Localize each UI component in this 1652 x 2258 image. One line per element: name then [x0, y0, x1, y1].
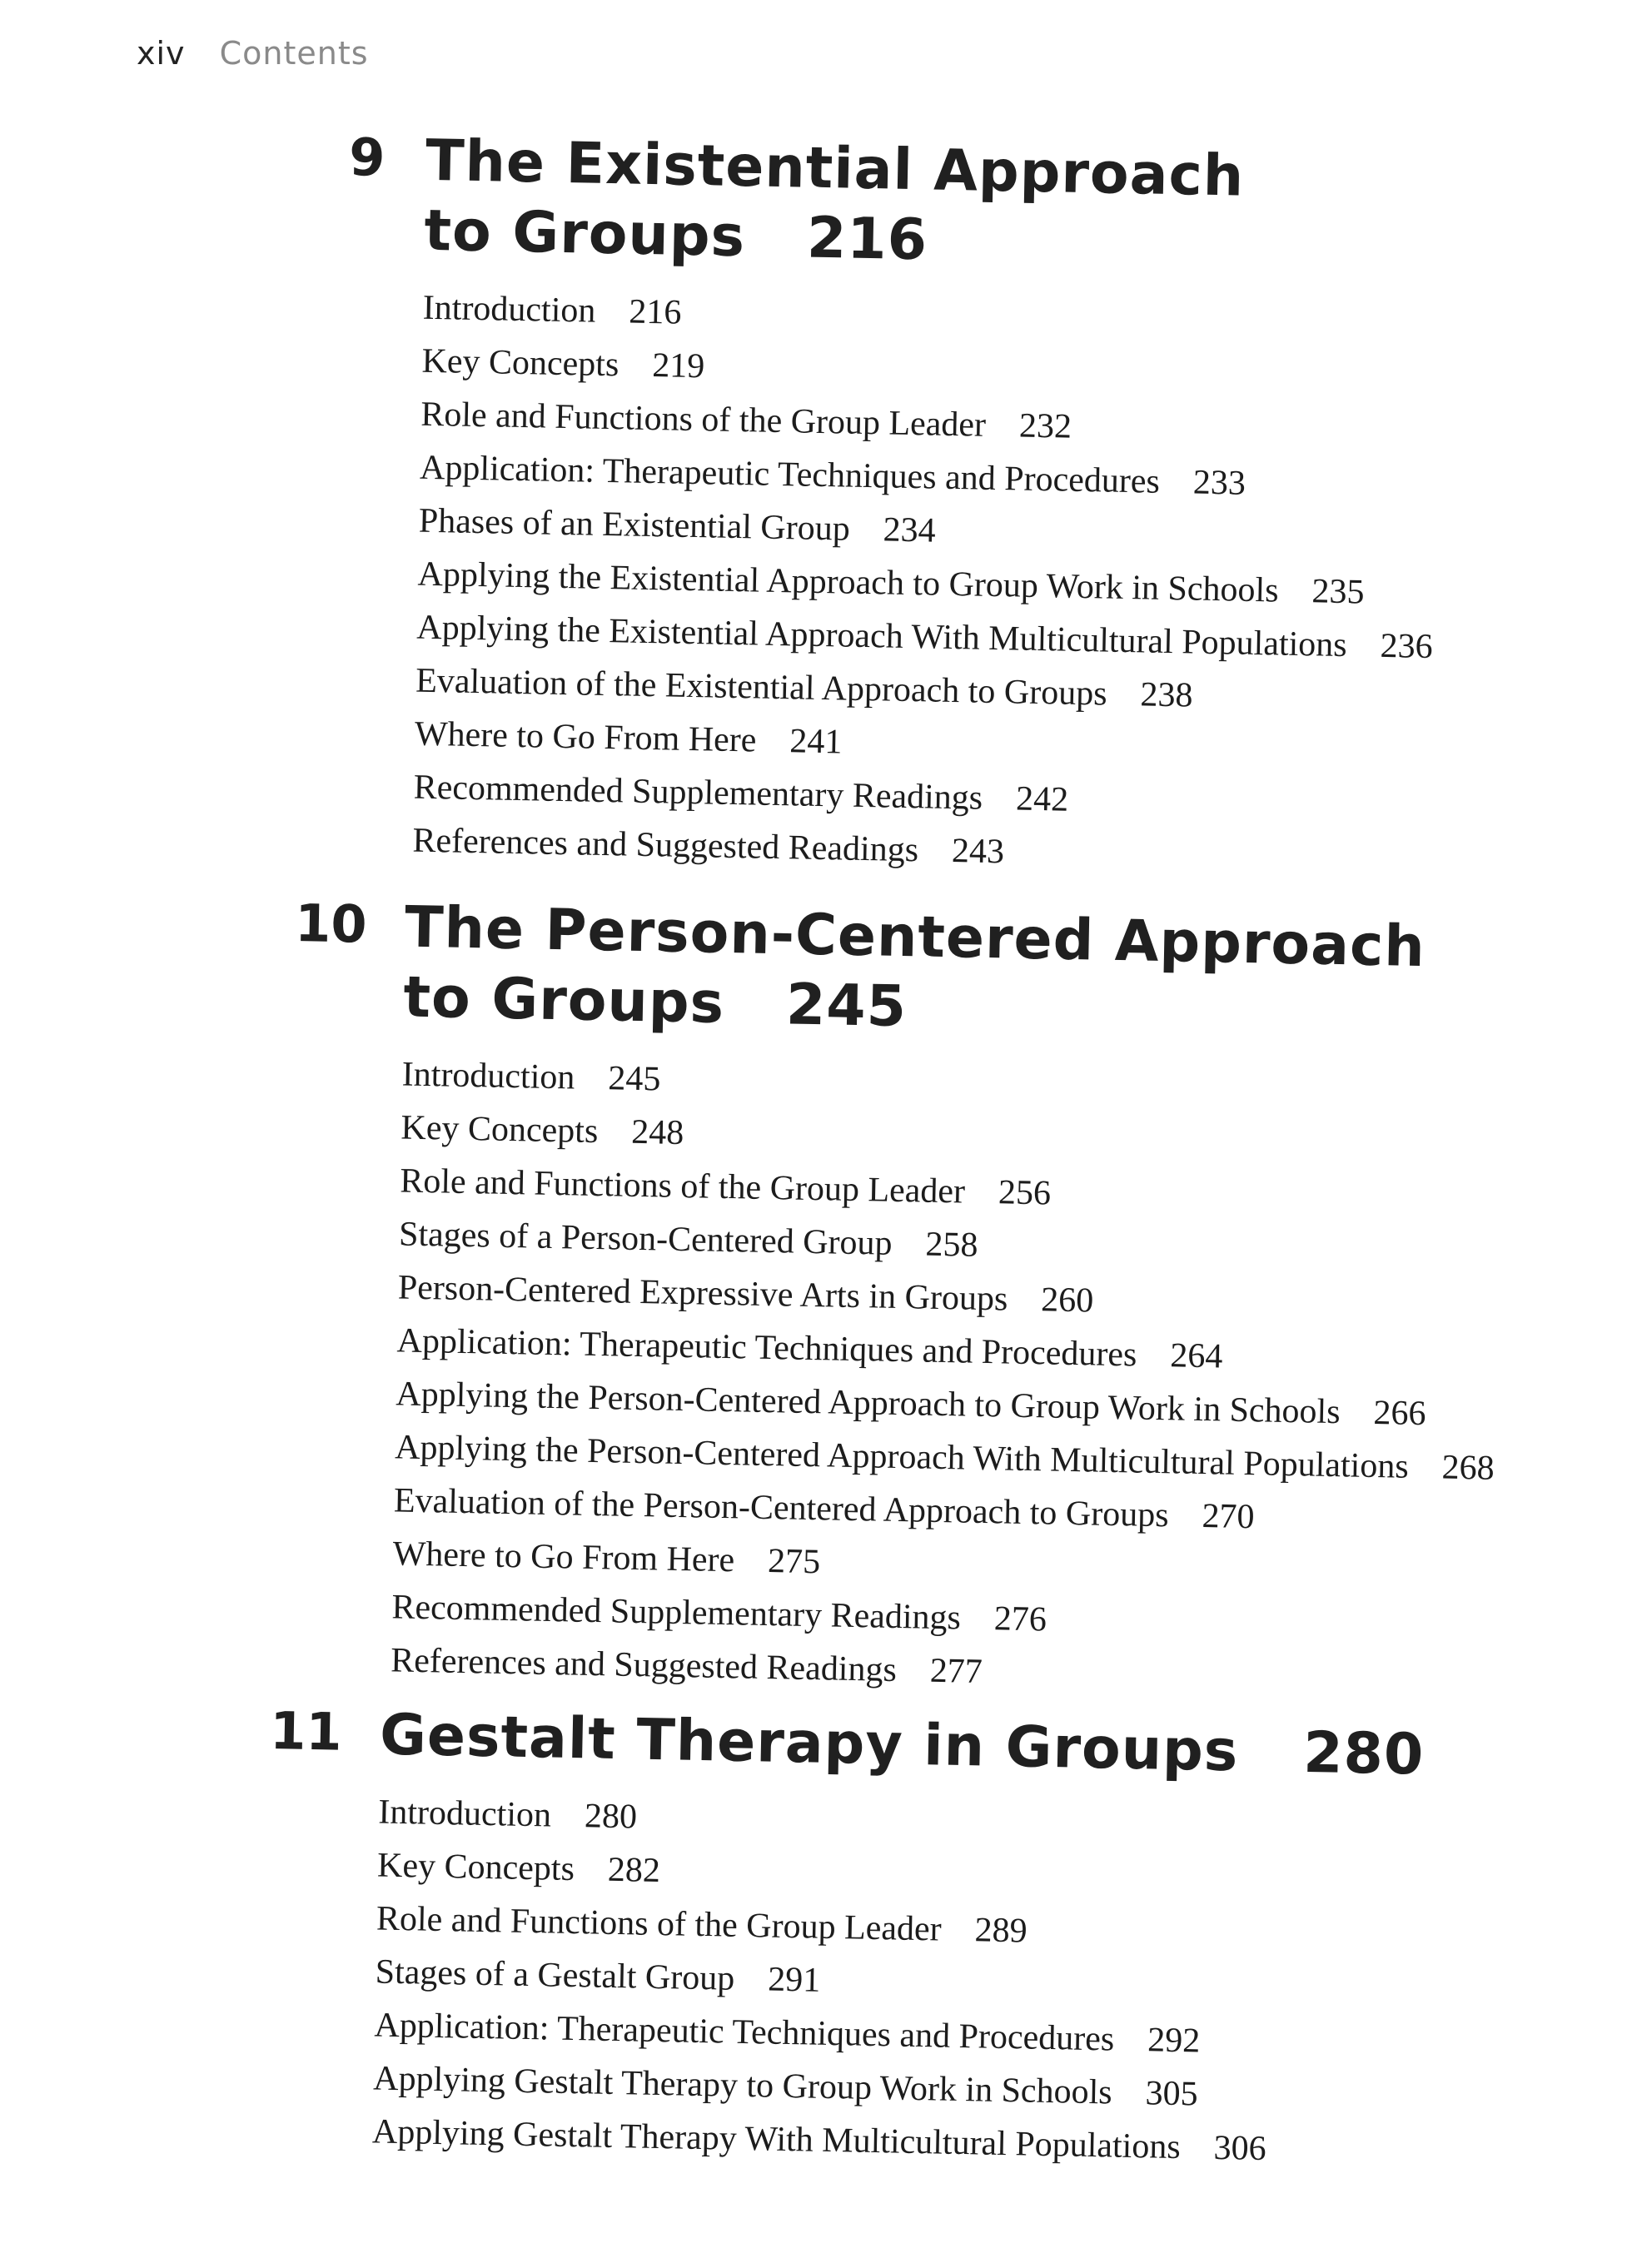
toc-entry-page: 243 — [951, 832, 1005, 872]
chapter-title-line: to Groups — [402, 964, 725, 1037]
toc-entry-label: Evaluation of the Existential Approach to Groups — [415, 661, 1107, 714]
toc-entry-label: Applying Gestalt Therapy With Multicultural Populations — [371, 2112, 1182, 2167]
toc-entry-label: Applying Gestalt Therapy to Group Work in Schools — [372, 2059, 1113, 2112]
toc-entry-label: Introduction — [422, 288, 596, 331]
toc-entry-page: 282 — [607, 1850, 661, 1891]
toc-entry-label: Key Concepts — [401, 1108, 599, 1151]
toc-entry-label: Key Concepts — [376, 1846, 575, 1889]
toc-entry-page: 241 — [789, 722, 843, 762]
chapter-heading — [293, 891, 1505, 1054]
toc-entry-label: Role and Functions of the Group Leader — [376, 1899, 943, 1949]
chapter-title-line: to Groups — [423, 197, 746, 271]
chapter-title-line: The Person-Centered Approach — [404, 894, 1426, 981]
chapter-number: 11 — [269, 1699, 343, 1763]
toc-entry-label: Recommended Supplementary Readings — [391, 1588, 962, 1638]
toc-entry-page: 305 — [1145, 2074, 1199, 2114]
toc-entry-list — [371, 1786, 1423, 2179]
toc-entry-page: 258 — [925, 1225, 978, 1265]
chapter-heading — [269, 1698, 1425, 1791]
toc-entry-page: 275 — [767, 1542, 821, 1582]
toc-entry-label: Application: Therapeutic Techniques and Procedures — [374, 2006, 1115, 2059]
page-folio: xiv — [137, 35, 186, 72]
toc-entry-page: 236 — [1380, 626, 1434, 667]
toc-entry-label: Application: Therapeutic Techniques and Procedures — [396, 1321, 1137, 1375]
toc-entry-list — [391, 1047, 1502, 1708]
chapter-10 — [281, 891, 1505, 1708]
toc-entry-page: 264 — [1169, 1336, 1223, 1376]
toc-entry-page: 248 — [630, 1112, 684, 1153]
toc-entry-page: 276 — [993, 1599, 1047, 1639]
chapter-number: 10 — [294, 892, 368, 955]
toc-entry-label: Stages of a Person-Centered Group — [398, 1215, 893, 1263]
running-head-section: Contents — [219, 35, 369, 72]
chapter-page-number: 280 — [1302, 1719, 1425, 1788]
toc-entry-page: 242 — [1015, 779, 1069, 819]
toc-entry-label: Person-Centered Expressive Arts in Groups — [397, 1268, 1008, 1319]
chapter-title-line: Gestalt Therapy in Groups — [379, 1702, 1240, 1785]
toc-entry-label: Applying the Existential Approach With Multicultural Populations — [415, 608, 1348, 665]
toc-entry-page: 289 — [974, 1911, 1028, 1951]
chapter-title — [379, 1701, 1425, 1791]
toc-entry-page: 256 — [998, 1173, 1052, 1213]
chapter-heading — [347, 125, 1442, 286]
toc-entry-page: 235 — [1311, 572, 1365, 612]
toc-entry-label: Recommended Supplementary Readings — [413, 768, 983, 818]
toc-entry-label: Introduction — [401, 1055, 575, 1097]
toc-entry-label: References and Suggested Readings — [390, 1641, 898, 1690]
toc-entry-page: 291 — [767, 1960, 821, 2000]
toc-entry-label: Applying the Person-Centered Approach With Multicultural Populations — [394, 1428, 1410, 1486]
chapter-title — [424, 127, 1442, 286]
toc-entry-label: Application: Therapeutic Techniques and Procedures — [419, 448, 1161, 501]
toc-entry-label: Evaluation of the Person-Centered Approach to Groups — [393, 1481, 1170, 1535]
toc-entry-label: Phases of an Existential Group — [418, 501, 851, 549]
toc-entry-label: Where to Go From Here — [414, 714, 757, 760]
chapter-9 — [336, 125, 1442, 887]
toc-entry-list — [412, 281, 1440, 887]
toc-entry-label: Applying the Existential Approach to Group Work in Schools — [417, 555, 1279, 610]
toc-entry-page: 277 — [929, 1651, 983, 1692]
toc-entry-label: Introduction — [377, 1793, 552, 1835]
toc-entry-page: 232 — [1018, 406, 1072, 446]
toc-entry-label: Where to Go From Here — [392, 1534, 735, 1580]
toc-entry-label: Role and Functions of the Group Leader — [420, 395, 987, 445]
chapter-page-number: 245 — [785, 972, 908, 1041]
toc-entry-page: 270 — [1202, 1497, 1255, 1537]
toc-entry-page: 234 — [883, 510, 937, 550]
chapter-number: 9 — [348, 126, 386, 188]
toc-entry-label: References and Suggested Readings — [412, 821, 919, 870]
toc-entry-page: 219 — [651, 346, 705, 386]
toc-entry-page: 292 — [1147, 2021, 1201, 2061]
toc-entry-page: 280 — [584, 1797, 638, 1837]
toc-entry-page: 260 — [1040, 1281, 1094, 1320]
chapter-11 — [261, 1698, 1425, 2179]
toc-entry-label: Role and Functions of the Group Leader — [399, 1161, 966, 1211]
chapter-title-line: The Existential Approach — [425, 127, 1246, 210]
toc-entry-page: 266 — [1373, 1393, 1426, 1434]
toc-entry-page: 238 — [1140, 675, 1193, 715]
running-head — [137, 35, 369, 72]
toc-entry-label: Key Concepts — [421, 341, 620, 385]
toc-entry-label: Stages of a Gestalt Group — [375, 1952, 735, 1998]
toc-entry-label: Applying the Person-Centered Approach to Group Work in Schools — [395, 1375, 1341, 1432]
toc-entry-page: 306 — [1213, 2128, 1267, 2169]
toc-entry-page: 268 — [1441, 1448, 1495, 1488]
toc-entry-page: 216 — [628, 292, 682, 332]
chapter-page-number: 216 — [806, 205, 928, 274]
toc-entry-page: 233 — [1192, 463, 1246, 503]
chapter-title — [403, 893, 1505, 1054]
toc-entry-page: 245 — [607, 1059, 661, 1099]
